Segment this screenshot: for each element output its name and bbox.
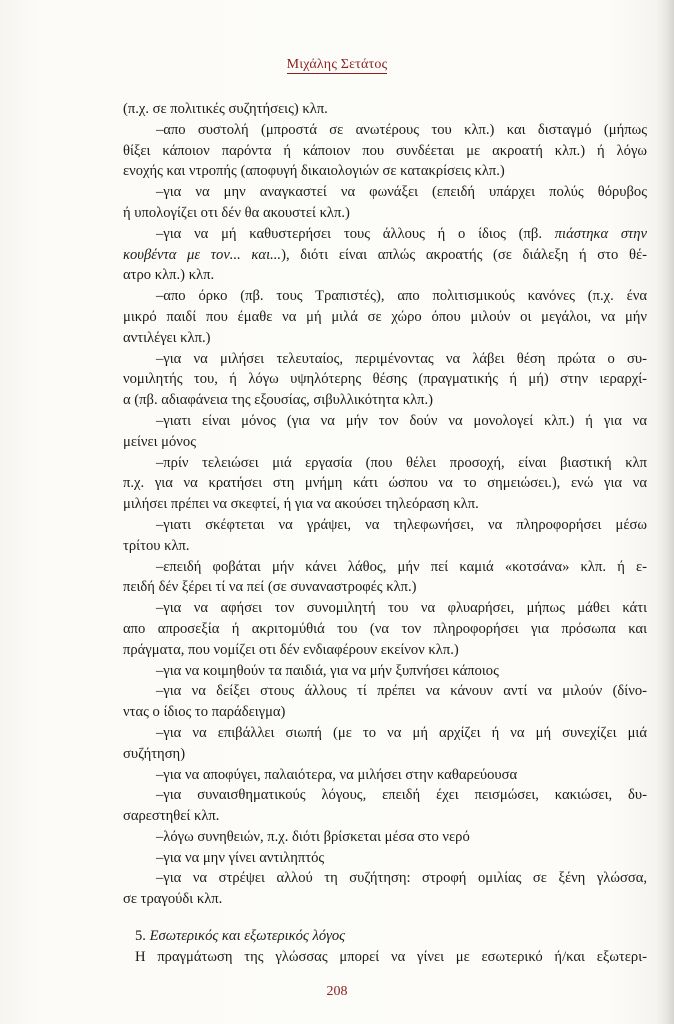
text-fragment: –για να μην αναγκαστεί να φωνάξει (επειδή υπάρχει πολύς θόρυβος	[156, 184, 647, 201]
text-fragment: μιλήσει πρέπει να σκεφτεί, ή για να ακούσει τηλεόραση κλπ.	[123, 496, 479, 513]
text-fragment: θίξει κάποιον παρόντα ή κάποιον που συνδέεται με ακροατή κλπ.) ή λόγω	[123, 142, 647, 159]
text-fragment: –για να δείξει στους άλλους τί πρέπει να κάνουν αντί να μιλούν (δίνο-	[156, 683, 647, 700]
text-fragment: ντας ο ίδιος το παράδειγμα)	[123, 704, 286, 721]
text-fragment: α (πβ. αδιαφάνεια της εξουσίας, σιβυλλικότητα κλπ.)	[123, 392, 434, 409]
text-fragment: σε τραγούδι κλπ.	[123, 891, 223, 908]
text-fragment: σαρεστηθεί κλπ.	[123, 808, 220, 825]
text-fragment: –για να μιλήσει τελευταίος, περιμένοντας να λάβει θέση πρώτα ο συ-	[156, 350, 647, 367]
text-line	[123, 390, 647, 411]
text-line	[123, 806, 647, 827]
text-line	[123, 141, 647, 162]
text-fragment: –γιατι σκέφτεται να γράψει, να τηλεφωνήσει, να πληροφορήσει μέσω	[156, 516, 647, 533]
text-line	[123, 889, 647, 910]
section-gap	[123, 910, 647, 926]
text-line	[123, 868, 647, 889]
text-fragment: –για να κοιμηθούν τα παιδιά, για να μήν ξυπνήσει κάποιος	[156, 662, 499, 679]
text-fragment: ενοχής και ντροπής (αποφυγή δικαιολογιών σε κατακρίσεις κλπ.)	[123, 163, 505, 180]
text-line	[123, 245, 647, 266]
text-line	[123, 494, 647, 515]
text-fragment: πειδή δέν ξέρει τί να πεί (σε συναναστροφές κλπ.)	[123, 579, 417, 596]
text-line	[123, 619, 647, 640]
text-line	[123, 598, 647, 619]
section-first-line: Η πραγμάτωση της γλώσσας μπορεί να γίνει με εσωτερικό ή/και εξωτερι-	[135, 948, 647, 965]
text-line	[123, 265, 647, 286]
text-fragment: –απο όρκο (πβ. τους Τραπιστές), απο πολιτισμικούς κανόνες (π.χ. ένα	[156, 288, 647, 305]
section-title: Εσωτερικός και εξωτερικός λόγος	[149, 928, 346, 945]
text-line	[123, 120, 647, 141]
text-line	[123, 557, 647, 578]
text-fragment: ατρο κλπ.) κλπ.	[123, 267, 215, 284]
text-fragment: ή υπολογίζει οτι δέν θα ακουστεί κλπ.)	[123, 204, 350, 221]
text-line	[123, 453, 647, 474]
text-line	[123, 785, 647, 806]
text-line	[123, 827, 647, 848]
text-fragment: πράγματα, που νομίζει οτι δέν ενδιαφέρουν εκείνον κλπ.)	[123, 641, 459, 658]
text-fragment: –για να αποφύγει, παλαιότερα, να μιλήσει στην καθαρεύουσα	[156, 766, 518, 783]
text-line	[123, 203, 647, 224]
text-fragment: –για να μή καθυστερήσει τους άλλους ή ο ίδιος (πβ.	[156, 225, 555, 242]
text-fragment: –γιατι είναι μόνος (για να μήν τον δούν να μονολογεί κλπ.) ή για να	[156, 412, 647, 429]
text-line	[123, 515, 647, 536]
text-fragment: συζήτηση)	[123, 745, 186, 762]
text-line	[123, 411, 647, 432]
text-fragment: μείνει μόνος	[123, 433, 196, 450]
text-fragment: (π.χ. σε πολιτικές συζητήσεις) κλπ.	[123, 101, 328, 117]
text-line	[123, 432, 647, 453]
text-line	[123, 744, 647, 765]
section-heading	[123, 926, 647, 947]
text-fragment: π.χ. για να κρατήσει στη μνήμη κάτι ώσπου να το σημειώσει.), ενώ για να	[123, 475, 647, 492]
text-fragment: –για να στρέψει αλλού τη συζήτηση: στροφή ομιλίας σε ξένη γλώσσα,	[156, 870, 647, 887]
text-fragment: αντιλέγει κλπ.)	[123, 329, 211, 346]
text-fragment: –για να αφήσει τον συνομιλητή του να φλυαρήσει, μήπως μάθει κάτι	[156, 600, 647, 617]
text-fragment: μικρό παιδί που έμαθε να μή μιλά σε χώρο όπου μιλούν οι μεγάλοι, να μήν	[123, 308, 647, 325]
text-fragment: –λόγω συνηθειών, π.χ. διότι βρίσκεται μέσα στο νερό	[156, 828, 470, 845]
text-line	[123, 640, 647, 661]
text-fragment: –πρίν τελειώσει μιά εργασία (που θέλει προσοχή, είναι βιαστική κλπ	[156, 454, 647, 471]
text-fragment: –για συναισθηματικούς λόγους, επειδή έχει πεισμώσει, κακιώσει, δυ-	[156, 787, 647, 804]
section-number: 5.	[135, 928, 146, 945]
page-number: 208	[326, 984, 348, 999]
text-line	[123, 307, 647, 328]
italic-fragment: κουβέντα με τον... και...	[123, 246, 282, 263]
page-edge-shadow	[656, 0, 674, 1024]
text-fragment: απο απροσεξία ή ακριτομύθιά του (να τον πληροφορήσει για πρόσωπα και	[123, 620, 647, 637]
text-line	[123, 473, 647, 494]
text-fragment: νομιλητής του, ή λόγω υψηλότερης θέσης (πραγματικής ή μή) στην ιεραρχί-	[123, 371, 647, 388]
body-text	[123, 99, 647, 968]
text-line	[123, 723, 647, 744]
text-line	[123, 661, 647, 682]
text-line	[123, 702, 647, 723]
italic-fragment: πιάστηκα στην	[554, 225, 647, 242]
text-fragment: –επειδή φοβάται μήν κάνει λάθος, μήν πεί καμιά «κοτσάνα» κλπ. ή ε-	[156, 558, 647, 575]
text-line	[123, 765, 647, 786]
text-line	[123, 328, 647, 349]
running-head	[0, 57, 674, 73]
text-line	[123, 577, 647, 598]
text-fragment: ), διότι είναι απλώς ακροατής (σε διάλεξη ή στο θέ-	[281, 246, 647, 263]
text-line	[123, 182, 647, 203]
text-line	[123, 681, 647, 702]
text-fragment: –απο συστολή (μπροστά σε ανωτέρους του κλπ.) και δισταγμό (μήπως	[156, 121, 647, 138]
text-line	[123, 349, 647, 370]
text-fragment: –για να μην γίνει αντιληπτός	[156, 849, 325, 866]
running-head-author: Μιχάλης Σετάτος	[286, 57, 388, 72]
text-line	[123, 369, 647, 390]
text-line	[123, 224, 647, 245]
text-line	[123, 536, 647, 557]
text-fragment: –για να επιβάλλει σιωπή (με το να μή αρχίζει ή να μή συνεχίζει μιά	[156, 724, 647, 741]
text-line	[123, 99, 647, 120]
text-line	[123, 161, 647, 182]
text-line	[123, 848, 647, 869]
text-fragment: τρίτου κλπ.	[123, 537, 190, 554]
text-line	[123, 286, 647, 307]
